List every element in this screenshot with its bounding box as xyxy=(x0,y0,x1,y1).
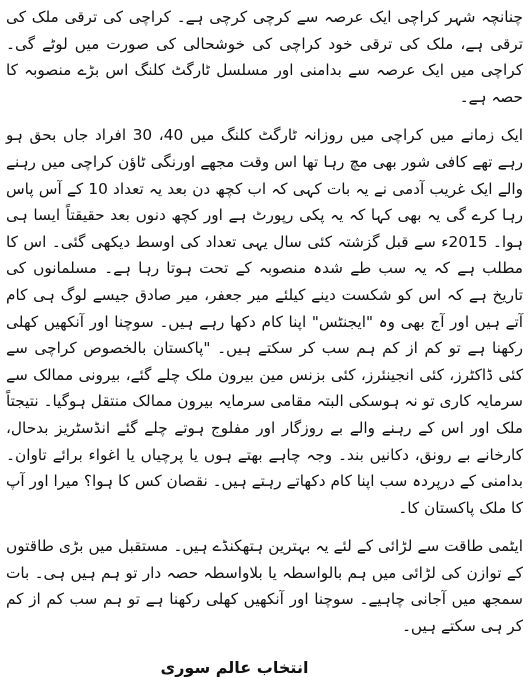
author-byline: انتخاب عالم سوری xyxy=(160,657,309,677)
article-body xyxy=(6,4,523,640)
article-paragraph-1: چنانچہ شہر کراچی ایک عرصہ سے کرچی کرچی ہے۔ کراچی کی ترقی ملک کی ترقی ہے، ملک کی ترقی خود کراچی کی خوشحالی کی صورت میں لوٹے گی۔ کراچی میں ایک عرصہ سے بدامنی اور مسلسل ٹارگٹ کلنگ اس بڑے منصوبہ کا حصہ ہے۔ xyxy=(6,8,523,106)
article-paragraph-3: ایٹمی طاقت سے لڑائی کے لئے یہ بہترین ہتھکنڈے ہیں۔ مستقبل میں بڑی طاقتوں کے توازن کی لڑائی میں ہم بالواسطہ یا بلاواسطہ حصہ دار تو ہم ہیں ہی۔ بات سمجھ میں آجانی چاہیے۔ سوچنا اور آنکھیں کھلی رکھنا ہے تو ہم سب کم از کم کر ہی سکتے ہیں۔ xyxy=(6,537,523,636)
article-paragraph-2: ایک زمانے میں کراچی میں روزانہ ٹارگٹ کلنگ میں 40، 30 افراد جاں بحق ہو رہے تھے کافی شور بھی مچ رہا تھا اس وقت مجھے اورنگی ٹاؤن کراچی میں رہنے والے ایک غریب آدمی نے یہ بات کہی کہ اب کچھ دن بعد یہ تعداد 10 کے آس پاس رہا کرے گی یہ بھی کہا کہ یہ پکی رپورٹ ہے اور کچھ دنوں بعد حقیقتاً ایسا ہی ہوا۔ 2015ء سے قبل گزشتہ کئی سال یہی تعداد کی اوسط دیکھی گئی۔ اس کا مطلب ہے کہ یہ سب طے شدہ منصوبہ کے تحت ہوتا رہا ہے۔ مسلمانوں کی تاریخ ہے کہ اس کو شکست دینے کیلئے میر جعفر، میر صادق جیسے لوگ ہی کام آتے ہیں اور آج بھی وہ "ایجنٹس" اپنا کام دکھا رہے ہیں۔ سوچنا اور آنکھیں کھلی رکھنا ہے تو کم از کم ہم سب کر سکتے ہیں۔ "پاکستان بالخصوص کراچی سے کئی ڈاکٹرز، کئی انجینئرز، کئی بزنس مین بیرون ملک چلے گئے، بیرونی ممالک سے سرمایہ کاری تو نہ ہوسکی البتہ مقامی سرمایہ بیرون ممالک منتقل ہوگیا۔ نتیجتاً ملک اور اس کے رہنے والے بے روزگار اور مفلوج ہوتے چلے گئے انڈسٹریز بدحال، کارخانے بے رونق، دکانیں بند۔ وجہ چاہے بھتے ہوں یا پرچیاں یا اغواء برائے تاوان۔ بدامنی کے درپردہ سب اپنا کام دکھاتے رہتے ہیں۔ نقصان کس کا ہوا؟ میرا اور آپ کا ملک پاکستان کا۔ xyxy=(6,126,524,517)
